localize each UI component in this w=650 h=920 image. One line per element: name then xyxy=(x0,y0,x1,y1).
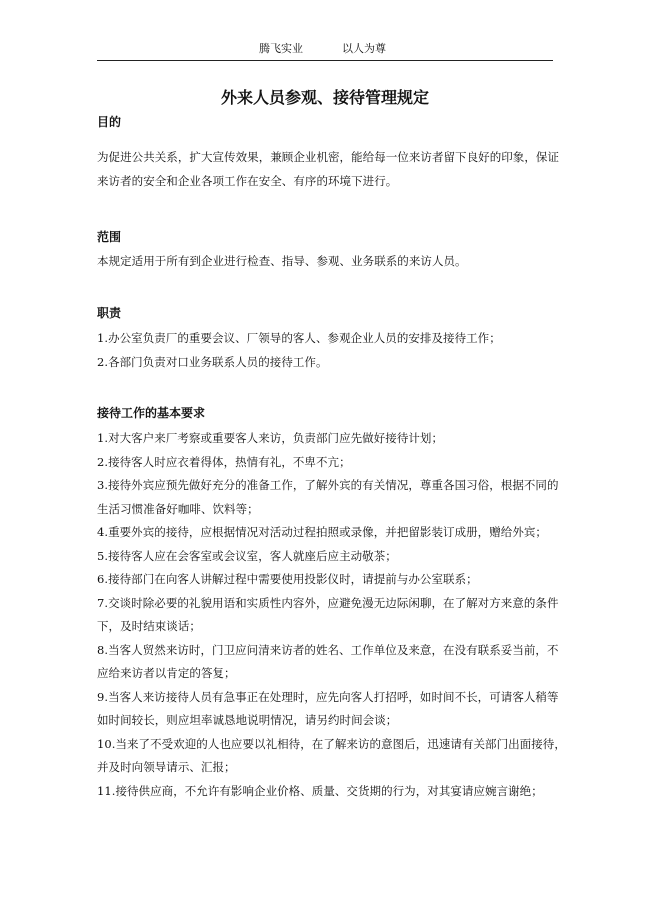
section-heading-requirements: 接待工作的基本要求 xyxy=(97,406,206,420)
page-header xyxy=(97,40,553,61)
purpose-line: 来访者的安全和企业各项工作在安全、有序的环境下进行。 xyxy=(97,173,398,188)
requirement-line: 10.当来了不受欢迎的人也应要以礼相待，在了解来访的意图后，迅速请有关部门出面接待， xyxy=(97,736,566,751)
scope-line: 本规定适用于所有到企业进行检查、指导、参观、业务联系的来访人员。 xyxy=(97,254,467,268)
responsibilities-paragraph xyxy=(97,327,557,374)
requirement-line: 11.接待供应商，不允许有影响企业价格、质量、交货期的行为，对其宴请应婉言谢绝； xyxy=(97,783,543,798)
requirements-paragraph xyxy=(97,427,566,803)
scope-paragraph xyxy=(97,250,557,274)
requirement-line: 8.当客人贸然来访时，门卫应问清来访者的姓名、工作单位及来意，在没有联系妥当前，不 xyxy=(97,642,559,657)
requirement-line: 下，及时结束谈话； xyxy=(97,619,201,633)
requirement-line: 5.接待客人应在会客室或会议室，客人就座后应主动敬茶； xyxy=(97,548,397,563)
requirement-line: 应给来访者以肯定的答复； xyxy=(97,666,236,680)
requirement-line: 3.接待外宾应预先做好充分的准备工作，了解外宾的有关情况，尊重各国习俗，根据不同的 xyxy=(97,478,559,492)
requirement-line: 并及时向领导请示、汇报； xyxy=(97,760,236,774)
requirement-line: 如时间较长，则应坦率诚恳地说明情况，请另约时间会谈； xyxy=(97,713,398,727)
section-heading-purpose: 目的 xyxy=(97,115,122,129)
requirement-line: 6.接待部门在向客人讲解过程中需要使用投影仪时，请提前与办公室联系； xyxy=(97,572,478,586)
header-motto: 以人为尊 xyxy=(342,42,386,55)
requirement-line: 7.交谈时除必要的礼貌用语和实质性内容外，应避免漫无边际闲聊，在了解对方来意的条件 xyxy=(97,595,559,610)
responsibility-item: 1.办公室负责厂的重要会议、厂领导的客人、参观企业人员的安排及接待工作； xyxy=(97,331,501,345)
header-company: 腾飞实业 xyxy=(259,42,303,55)
requirement-line: 1.对大客户来厂考察或重要客人来访，负责部门应先做好接待计划； xyxy=(97,431,444,445)
requirement-line: 4.重要外宾的接待，应根据情况对活动过程拍照或录像，并把留影装订成册，赠给外宾； xyxy=(97,525,547,539)
purpose-paragraph xyxy=(97,146,557,193)
section-heading-responsibilities: 职责 xyxy=(97,306,122,320)
section-heading-scope: 范围 xyxy=(97,230,122,244)
requirement-line: 9.当客人来访接待人员有急事正在处理时，应先向客人打招呼，如时间不长，可请客人稍等 xyxy=(97,689,559,704)
requirement-line: 2.接待客人时应衣着得体，热情有礼，不卑不亢； xyxy=(97,454,351,469)
requirement-line: 生活习惯准备好咖啡、饮料等； xyxy=(97,501,259,516)
responsibility-item: 2.各部门负责对口业务联系人员的接待工作。 xyxy=(97,354,328,369)
document-title: 外来人员参观、接待管理规定 xyxy=(220,88,429,107)
purpose-line: 为促进公共关系，扩大宣传效果，兼顾企业机密，能给每一位来访者留下良好的印象，保证 xyxy=(97,150,559,164)
